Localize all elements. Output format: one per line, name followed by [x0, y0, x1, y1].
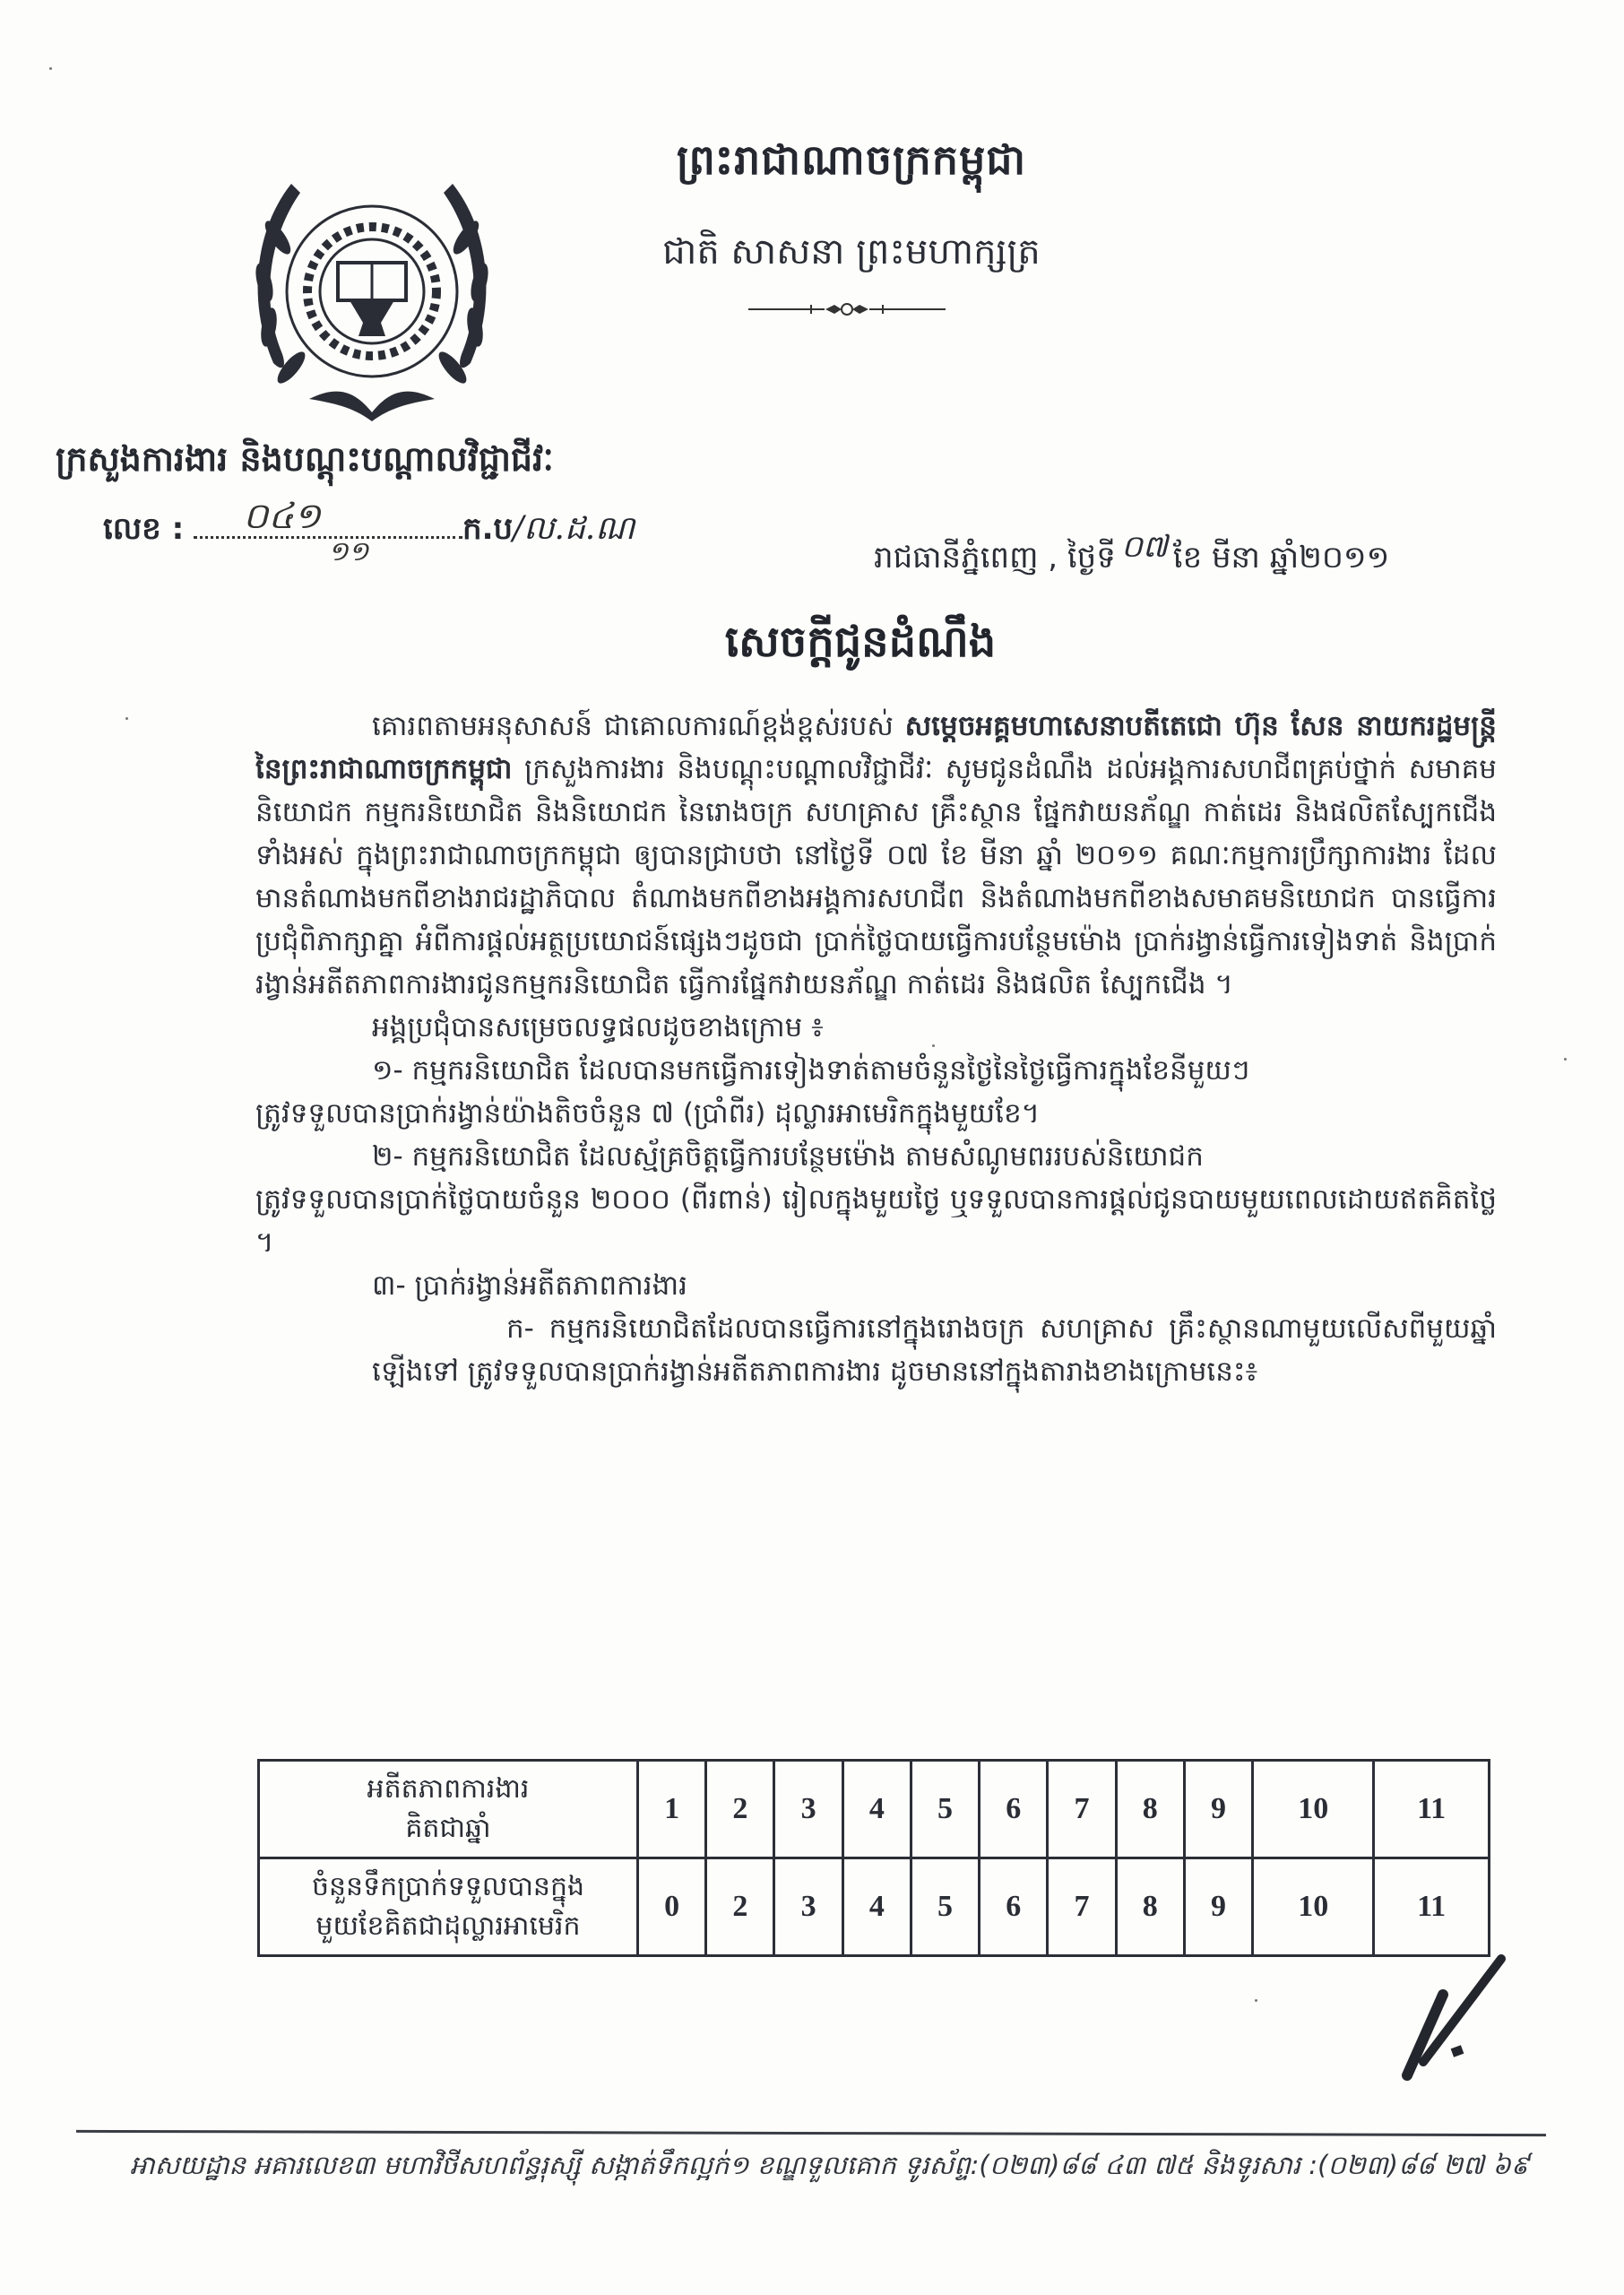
item-3a-text: ក- កម្មករនិយោជិតដែលបានធ្វើការនៅក្នុងរោងចក្រ សហគ្រាស គ្រឹះស្ថានណាមួយលើសពីមួយឆ្នាំឡើងទៅ ត្រូវទទួលបានប្រាក់រង្វាន់អតីតភាពការងារ ដូចមាននៅក្នុងតារាងខាងក្រោមនេះ៖: [372, 1312, 1497, 1388]
footer-address: អាសយដ្ឋាន អគារលេខ៣ មហាវិថីសហព័ន្ធរុស្ស៊ី សង្កាត់ទឹកល្អក់១ ខណ្ឌទួលគោក ទូរស័ព្ទ:(០២៣)៨៨ ៤៣ ៧៥ និងទូរសារ :(០២៣)៨៨ ២៧ ៦៩: [130, 2150, 1530, 2180]
prime-minister-name: សម្តេចអគ្គមហាសេនាបតីតេជោ ហ៊ុន សែន នាយករដ្ឋមន្ត្រីនៃព្រះរាជាណាចក្រកម្ពុជា: [255, 710, 1497, 785]
document-title: សេចក្តីជូនដំណឹង: [724, 617, 997, 667]
reference-number: ០៤១: [243, 496, 321, 537]
amount-cell: 3: [774, 1858, 842, 1956]
handwritten-signature-icon: [1398, 1950, 1515, 2084]
intro-text: គោរពតាមអនុសាសន៍ ជាគោលការណ៍ខ្ពង់ខ្ពស់របស់: [372, 710, 905, 742]
ministry-seal-icon: [238, 157, 506, 426]
year-cell: 1: [638, 1761, 706, 1858]
item-1-text: ត្រូវទទួលបានប្រាក់រង្វាន់យ៉ាងតិចចំនួន ៧ (ប្រាំពីរ) ដុល្លារអាមេរិកក្នុងមួយខែ។: [255, 1097, 1041, 1130]
reference-number-line: [103, 496, 635, 567]
intro-paragraph: [255, 705, 1497, 1006]
row-header-amounts: [259, 1858, 638, 1956]
notice-body: [255, 705, 1497, 1393]
item-1-heading: ១- កម្មករនិយោជិត ដែលបានមកធ្វើការទៀងទាត់តាមចំនួនថ្ងៃនៃថ្ងៃធ្វើការក្នុងខែនីមួយៗ: [372, 1054, 1250, 1087]
reference-year: ១១: [328, 536, 369, 567]
national-motto: ជាតិ សាសនា ព្រះមហាក្សត្រ: [662, 231, 1041, 273]
row-header-amounts-line2: មួយខែគិតជាដុល្លារអាមេរិក: [315, 1910, 581, 1942]
amount-cell: 4: [842, 1858, 911, 1956]
reference-dotted-field: [194, 496, 462, 567]
amount-cell: 6: [980, 1858, 1048, 1956]
date-suffix: ខែ មីនា ឆ្នាំ២០១១: [1172, 540, 1390, 576]
row-header-years-line2: គិតជាឆ្នាំ: [405, 1813, 491, 1844]
item-2-heading: ២- កម្មករនិយោជិត ដែលស្ម័គ្រចិត្តធ្វើការបន្ថែមម៉ោង តាមសំណូមពររបស់និយោជក: [372, 1140, 1204, 1173]
item-3-heading: ៣- ប្រាក់រង្វាន់អតីតភាពការងារ: [372, 1269, 687, 1302]
ornament-divider-icon: [748, 300, 946, 318]
scan-speck: [1564, 1058, 1567, 1061]
item-2-text: ត្រូវទទួលបានប្រាក់ថ្លៃបាយចំនួន ២០០០ (ពីរពាន់) រៀលក្នុងមួយថ្ងៃ ឬទទួលបានការផ្តល់ជូនបាយមួយពេលដោយឥតគិតថ្លៃ ។: [255, 1183, 1497, 1259]
amount-cell: 7: [1048, 1858, 1116, 1956]
date-day: ០៧: [1120, 529, 1168, 565]
amount-cell: 11: [1374, 1858, 1490, 1956]
amount-cell: 10: [1253, 1858, 1374, 1956]
scan-speck: [932, 1044, 935, 1047]
row-header-years: [259, 1761, 638, 1858]
reference-suffix-handwritten: /ល.ដ.ណ: [513, 510, 635, 547]
reference-suffix: ក.ប: [462, 511, 514, 547]
amount-cell: 9: [1184, 1858, 1252, 1956]
table-row-years: [259, 1761, 1490, 1858]
year-cell: 2: [706, 1761, 774, 1858]
scan-speck: [1255, 1999, 1257, 2002]
amount-cell: 2: [706, 1858, 774, 1956]
year-cell: 10: [1253, 1761, 1374, 1858]
year-cell: 9: [1184, 1761, 1252, 1858]
reference-label: លេខ :: [103, 511, 185, 547]
meeting-decided: អង្គប្រជុំបានសម្រេចលទ្ធផលដូចខាងក្រោម ៖: [372, 1011, 824, 1044]
amount-cell: 0: [638, 1858, 706, 1956]
year-cell: 5: [911, 1761, 979, 1858]
ministry-name: ក្រសួងការងារ និងបណ្តុះបណ្តាលវិជ្ជាជីវៈ: [56, 439, 554, 479]
table-row-amounts: [259, 1858, 1490, 1956]
row-header-years-line1: អតីតភាពការងារ: [367, 1773, 530, 1805]
amount-cell: 5: [911, 1858, 979, 1956]
year-cell: 6: [980, 1761, 1048, 1858]
year-cell: 11: [1374, 1761, 1490, 1858]
date-line: [874, 529, 1390, 583]
seniority-bonus-table: [257, 1759, 1490, 1957]
footer-divider: [76, 2130, 1546, 2136]
date-prefix: រាជធានីភ្នំពេញ , ថ្ងៃទី: [874, 540, 1116, 576]
amount-cell: 8: [1116, 1858, 1184, 1956]
row-header-amounts-line1: ចំនួនទឹកប្រាក់ទទួលបានក្នុង: [311, 1871, 585, 1902]
scan-speck: [125, 717, 128, 720]
year-cell: 8: [1116, 1761, 1184, 1858]
year-cell: 3: [774, 1761, 842, 1858]
intro-text-rest: ក្រសួងការងារ និងបណ្តុះបណ្តាលវិជ្ជាជីវៈ សូមជូនដំណឹង ដល់អង្គការសហជីពគ្រប់ថ្នាក់ សមាគមនិយោជក កម្មករនិយោជិត និងនិយោជក នៃរោងចក្រ សហគ្រាស គ្រឹះស្ថាន ផ្នែកវាយនភ័ណ្ឌ កាត់ដេរ និងផលិតស្បែកជើង ទាំងអស់ ក្នុងព្រះរាជាណាចក្រកម្ពុជា ឲ្យបានជ្រាបថា នៅថ្ងៃទី ០៧ ខែ មីនា ឆ្នាំ ២០១១ គណៈកម្មការប្រឹក្សាការងារ ដែលមានតំណាងមកពីខាងរាជរដ្ឋាភិបាល តំណាងមកពីខាងអង្គការសហជីព និងតំណាងមកពីខាងសមាគមនិយោជក បានធ្វើការប្រជុំពិភាក្សាគ្នា អំពីការផ្តល់អត្ថប្រយោជន៍ផ្សេងៗដូចជា ប្រាក់ថ្លៃបាយធ្វើការបន្ថែមម៉ោង ប្រាក់រង្វាន់ធ្វើការទៀងទាត់ និងប្រាក់រង្វាន់អតីតភាពការងារជូនកម្មករនិយោជិត ធ្វើការផ្នែកវាយនភ័ណ្ឌ កាត់ដេរ និងផលិត ស្បែកជើង ។: [255, 753, 1497, 1000]
year-cell: 7: [1048, 1761, 1116, 1858]
year-cell: 4: [842, 1761, 911, 1858]
kingdom-title: ព្រះរាជាណាចក្រកម្ពុជា: [676, 135, 1027, 184]
scan-speck: [49, 67, 52, 70]
